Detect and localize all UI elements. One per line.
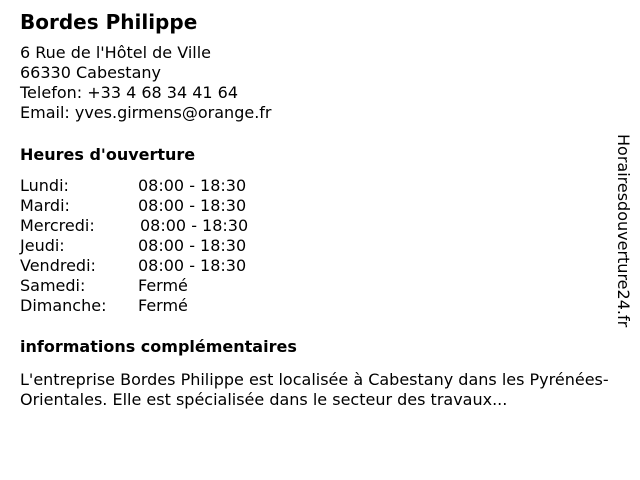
hours-time: Fermé [138,276,188,295]
hours-row-mercredi [20,216,610,236]
business-name: Bordes Philippe [20,10,198,34]
hours-row-mardi [20,196,610,216]
hours-time: 08:00 - 18:30 [138,196,247,215]
hours-time: 08:00 - 18:30 [138,236,247,255]
opening-hours-heading: Heures d'ouverture [20,145,196,164]
hours-day: Dimanche: [20,296,107,315]
email-address: Email: yves.girmens@orange.fr [20,103,272,122]
hours-row-lundi [20,176,610,196]
hours-day: Lundi: [20,176,69,195]
hours-row-dimanche [20,296,610,316]
site-brand-vertical: Horairesdouverture24.fr [614,134,633,328]
business-card [20,9,610,410]
hours-day: Mardi: [20,196,70,215]
hours-row-vendredi [20,256,610,276]
hours-day: Samedi: [20,276,86,295]
hours-row-jeudi [20,236,610,256]
address-street: 6 Rue de l'Hôtel de Ville [20,43,211,62]
hours-time: 08:00 - 18:30 [140,216,249,235]
additional-info-heading: informations complémentaires [20,337,297,356]
hours-time: 08:00 - 18:30 [138,176,247,195]
hours-row-samedi [20,276,610,296]
phone-number: Telefon: +33 4 68 34 41 64 [20,83,239,102]
hours-time: Fermé [138,296,188,315]
hours-day: Jeudi: [20,236,65,255]
hours-day: Vendredi: [20,256,96,275]
opening-hours-table [20,176,610,316]
hours-time: 08:00 - 18:30 [138,256,247,275]
additional-info-text: L'entreprise Bordes Philippe est localisée à Cabestany dans les Pyrénées-Orientales. Elle est spécialisée dans le secteur des travaux... [20,370,609,409]
hours-day: Mercredi: [20,216,95,235]
address-city: 66330 Cabestany [20,63,161,82]
